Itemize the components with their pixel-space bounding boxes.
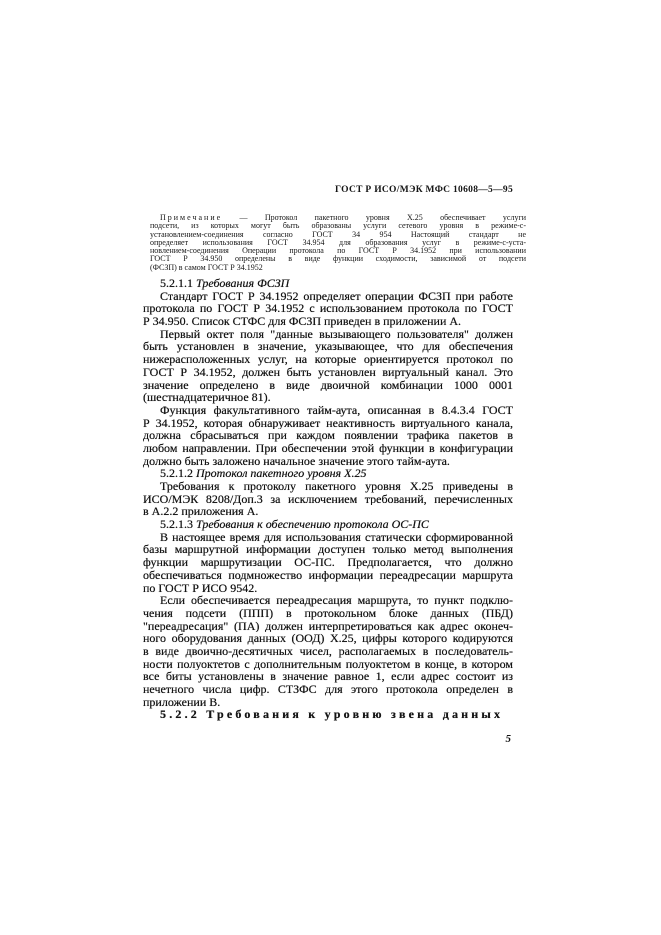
text-line-content: базы маршрутной информации доступен только метод выполнения — [143, 543, 513, 557]
text-line — [143, 290, 513, 303]
text-line-content: В настоящее время для использования статически сформированной — [160, 530, 513, 544]
note-line-text: — Протокол пакетного уровня X.25 обеспечивает услуги — [222, 214, 526, 222]
page-number: 5 — [505, 733, 511, 745]
text-line — [143, 531, 513, 544]
text-line-content: Требования к протоколу пакетного уровня X.25 приведены в — [160, 480, 513, 493]
note-line — [150, 264, 526, 272]
text-line-content: в виде двоично-десятичных чисел, располагаемых в последователь- — [143, 644, 513, 658]
note-line-text: новлением-соединения Операции протокола по ГОСТ Р 34.1952 при использовании — [150, 247, 526, 256]
text-line — [143, 404, 513, 417]
section-heading — [143, 467, 513, 480]
text-line-content: Первый октет поля "данные вызывающего пользователя" должен — [160, 327, 513, 341]
section-number: 5.2.1.1 — [160, 276, 193, 290]
text-line-content: чения подсети (ППП) в протокольном блоке данных (ПБД) — [143, 606, 513, 620]
text-line-content: ИСО/МЭК 8208/Доп.3 за исключением требований, перечисленных — [143, 492, 513, 506]
text-line — [143, 340, 513, 353]
section-title: Требования ФСЗП — [196, 276, 290, 290]
section-number: 5.2.1.2 — [160, 466, 193, 481]
text-line-content: нижерасположенных услуг, на которые ориентируется протокол по — [143, 353, 513, 366]
text-line — [143, 556, 513, 569]
section-title: Требования к обеспечению протокола ОС-ПС — [196, 517, 429, 532]
text-line — [143, 366, 513, 379]
text-line — [143, 670, 513, 683]
section-heading — [143, 708, 513, 721]
section-number: 5.2.1.3 — [160, 517, 193, 532]
text-line-content: Р 34.1952, которая обнаруживает неактивность виртуального канала, — [143, 416, 513, 430]
text-line — [143, 417, 513, 430]
section-heading — [143, 518, 513, 531]
note-line — [150, 231, 526, 239]
text-line-content: любом направлении. При обеспечении этой функции в конфигурации — [143, 441, 513, 455]
note-line — [150, 239, 526, 247]
text-line-content: Функция факультативного тайм-аута, описанная в 8.4.3.4 ГОСТ — [160, 403, 513, 417]
section-number: 5.2.2 — [160, 707, 200, 722]
text-line — [143, 429, 513, 442]
text-line-content: ности полуоктетов с дополнительным полуоктетом в конце, в котором — [143, 657, 513, 671]
text-line — [143, 315, 513, 328]
text-line-content: в А.2.2 приложения А. — [143, 504, 259, 519]
text-line-content: быть установлен в значение, указывающее, что для обеспечения — [143, 340, 513, 354]
text-line — [143, 607, 513, 620]
text-line-content: должно быть заложено начальное значение этого тайм-аута. — [143, 453, 450, 468]
note-line-text: установлением-соединения согласно ГОСТ 34 954 Настоящий стандарт не — [150, 230, 526, 239]
text-line — [143, 353, 513, 366]
text-line-content: функции маршрутизации ОС-ПС. Предполагается, что должно — [143, 556, 513, 569]
note-line — [150, 214, 526, 222]
text-line-content: приложении В. — [143, 694, 221, 709]
text-line-content: ного оборудования данных (ООД) X.25, цифры которого кодируются — [143, 632, 513, 645]
note-line-text: (ФСЗП) в самом ГОСТ Р 34.1952 — [150, 262, 263, 272]
text-line — [143, 480, 513, 493]
note-label: Примечание — [160, 214, 223, 222]
text-line-content: значение определено в виде двоичной комбинации 1000 0001 — [143, 378, 513, 392]
text-line-content: нечетного числа цифр. СТЗФС для этого протокола определен в — [143, 683, 513, 696]
text-line-content: (шестнадцатеричное 81). — [143, 390, 271, 405]
section-title: Требования к уровню звена данных — [206, 707, 504, 722]
text-line — [143, 582, 513, 595]
text-line-content: протокола по ГОСТ Р 34.1952 с использованием протокола по ГОСТ — [143, 302, 513, 316]
text-line — [143, 645, 513, 658]
note-line — [150, 247, 526, 255]
note-line-text: подсети, из которых могут быть образованы услуги сетевого уровня в режиме-с- — [150, 222, 526, 231]
running-header: ГОСТ Р ИСО/МЭК МФС 10608—5—95 — [335, 185, 513, 195]
text-line — [143, 543, 513, 556]
text-line — [143, 658, 513, 671]
text-line-content: ГОСТ Р 34.1952, должен быть установлен виртуальный канал. Это — [143, 365, 513, 379]
section-title: Протокол пакетного уровня X.25 — [196, 466, 367, 481]
text-line-content: обеспечиваться подмножество информации переадресации маршрута — [143, 568, 513, 582]
note-block — [150, 214, 526, 272]
text-line — [143, 632, 513, 645]
text-line-content: по ГОСТ Р ИСО 9542. — [143, 580, 258, 595]
text-line-content: должна сбрасываться при каждом появлении трафика пакетов в — [143, 429, 513, 442]
note-line-text: ГОСТ Р 34.950 определены в виде функции сходимости, зависимой от подсети — [150, 255, 526, 264]
text-line — [143, 328, 513, 341]
section-heading — [143, 277, 513, 290]
note-line-text: определяет использования ГОСТ 34.954 для образования услуг в режиме-с-уста- — [150, 238, 526, 247]
text-line — [143, 391, 513, 404]
text-line-content: Если обеспечивается переадресация маршрута, то пункт подклю- — [160, 594, 513, 607]
body-text — [143, 277, 513, 721]
text-line — [143, 594, 513, 607]
text-line-content: Р 34.950. Список СТФС для ФСЗП приведен в приложении А. — [143, 314, 462, 329]
text-line-content: "переадресация" (ПА) должен интерпретироваться как адрес оконеч- — [143, 619, 513, 633]
text-line-content: Стандарт ГОСТ Р 34.1952 определяет операции ФСЗП при работе — [160, 289, 513, 303]
text-line — [143, 620, 513, 633]
note-line — [150, 222, 526, 230]
text-line-content: все биты установлены в значение равное 1, если адрес состоит из — [143, 670, 513, 683]
